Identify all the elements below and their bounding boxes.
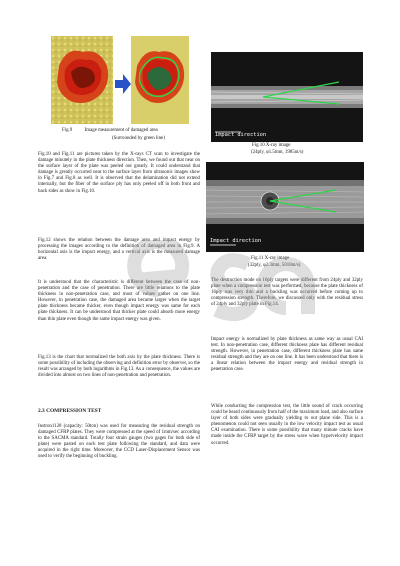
fig9-caption-sub: (Surrounded by green line) bbox=[112, 136, 165, 141]
fig9-ultrasonic-svg bbox=[51, 36, 189, 124]
fig10-caption-line2: (24ply, φ1.5mm, 1985m/s) bbox=[251, 150, 304, 155]
fig11-impact-direction-label: Impact direction bbox=[210, 238, 262, 244]
fig10-impact-direction-label: Impact direction bbox=[215, 132, 267, 138]
fig9-caption-text: Image measurement of damaged area bbox=[84, 128, 158, 133]
fig9-caption-number: Fig.9 bbox=[62, 128, 73, 133]
right-paragraph-2: Impact energy is normalized by plate thickness as same way as usual CAI test. In non-penetration case, different thickness plate has different residual strength. However, in penetration case, different thickness plate has same residual strength and they are on one line. It has been understood that there is a linear relation between the impact energy and residual strength in penetration case. bbox=[211, 337, 363, 373]
left-paragraph-1: Fig.10 and Fig.11 are pictures taken by the X-rays CT scan to investigate the damage minutely in the plate thickness direction. Then, we found out that near on the surface layer of the plate was peeled out greatly. It could understand that damage is greatly occurred near to the surface layer from ultrasonic images show in Fig.7 and Fig.8 as well. It is observed that the delamination did not extend internally, but the fiber of the surface ply has only peeled off in both front and back sides as show in Fig.10. bbox=[38, 152, 200, 194]
fig10-image bbox=[211, 52, 363, 142]
section-heading: 2.3 COMPRESSION TEST bbox=[38, 408, 102, 414]
left-paragraph-5: Instron1128 (capacity: 50ton) was used for measuring the residual strength on damaged CFRP plates. They were compressed at the speed of 1mm/sec according to the SACMA standard. Totally four strain gauges (two gages for both side of plate) were pasted on each test plate following the standard, and data were acquired in the right time. Moreover, the CCD Laser-Displacement Sensor was used to verify the beginning of buckling. bbox=[38, 424, 200, 460]
fig11-caption-line1: Fig.11 X-ray image bbox=[251, 256, 290, 261]
fig10-caption-line1: Fig.10 X-ray image bbox=[252, 143, 291, 148]
fig11-image bbox=[206, 162, 364, 252]
fig11-caption-line2: (32ply, φ2.3mm, 5018m/s) bbox=[248, 263, 301, 268]
fig9-caption bbox=[62, 128, 232, 134]
right-paragraph-1: The destruction mode on 16ply targets were different from 24ply and 32ply plate when a compression test was performed, because the plate thickness of 16ply was very thin and a buckling was occurred before coming up to compression strength. Therefore, we discussed only with the residual stress of 24ply and 32ply plate in Fig.14. bbox=[211, 278, 363, 308]
left-paragraph-3: It is understood that the characteristic is different between the case of non-penetration and the case of penetration. There are little relations to the plate thickness in non-penetration case, and most of values gather on one line. However, in penetration case, the damaged area became larger when the target plate thickness became thicker, even though impact energy was same for each plate thickness. It can be understood that thicker plate could absorb more energy than thin plate even though the same impact energy was given. bbox=[38, 280, 200, 322]
left-paragraph-2: Fig.12 shows the relation between the damage area and impact energy by processing the images according to the definition of damaged area in Fig.9. A horizontal axis is the impact energy, and a vertical axis is the measured damage area. bbox=[38, 238, 200, 262]
arrow-right-icon bbox=[115, 74, 131, 94]
fig9-image bbox=[51, 36, 189, 124]
left-paragraph-4: Fig.13 is the chart that normalized the both axis by the plate thickness. There is some possibility of including the observing and definition error by observer, so the result was arranged by both logarithms in Fig.13. As a consequence, the values are divided into almost on two lines of non-penetration and penetration. bbox=[38, 355, 200, 379]
right-paragraph-3: While conducting the compression test, the little sound of crack occurring could be heard continuously from half of the maximum load, and also surface layer of both sides were gradually yielding to out plane side. This is a phenomenon could not seen usually in the low velocity impact test as usual CAI examination. There is some possibility that many minute cracks have made inside the CFRP target by the stress wave when hypervelocity impact occurred. bbox=[211, 404, 363, 446]
fig10-xray-svg bbox=[211, 52, 363, 142]
